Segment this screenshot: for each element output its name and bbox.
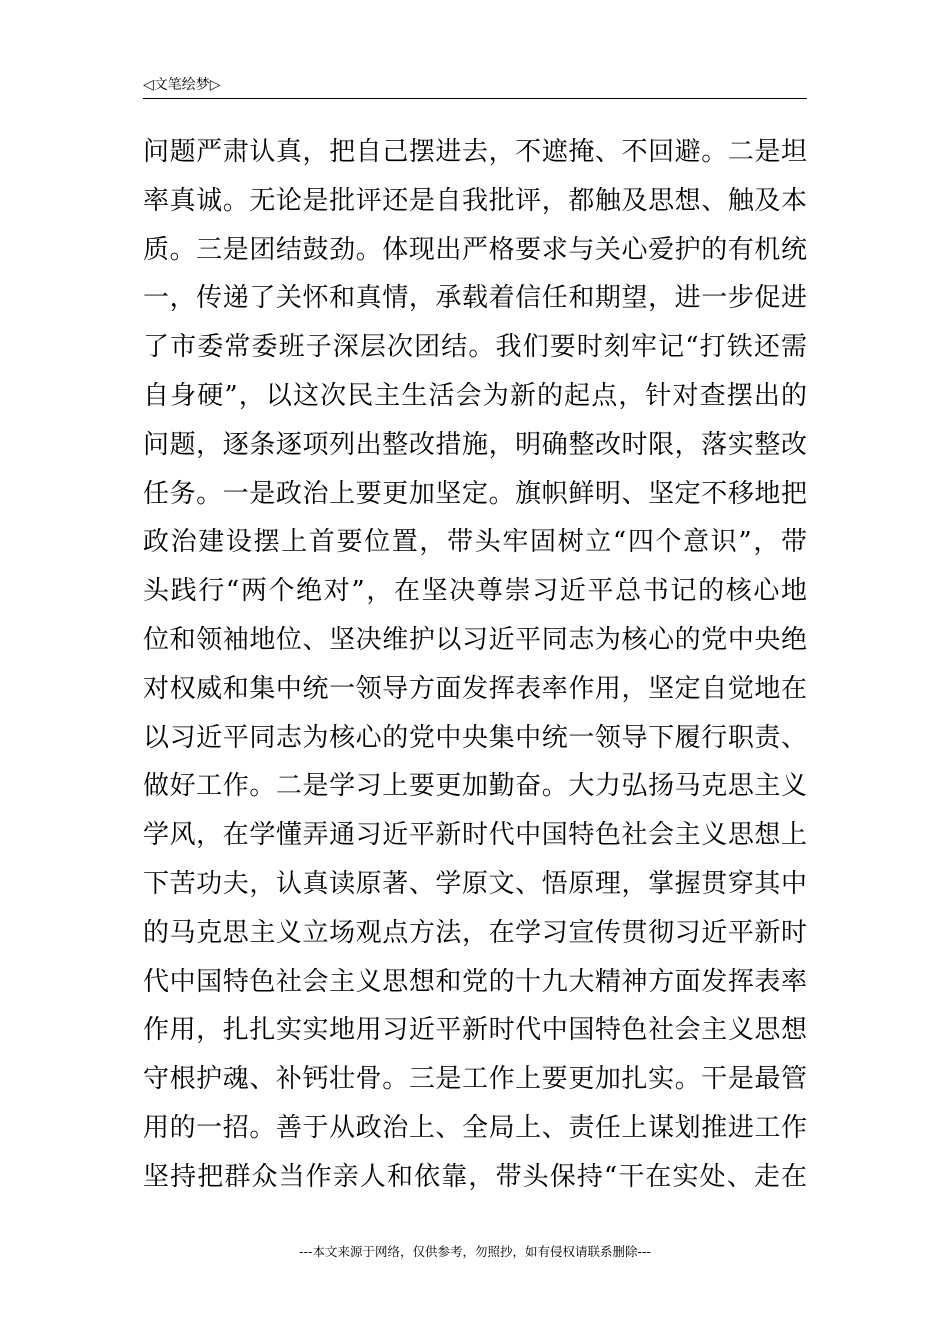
header-title: ◁文笔绘梦▷ [143, 77, 221, 93]
body-line: 质。三是团结鼓劲。体现出严格要求与关心爱护的有机统 [143, 234, 807, 265]
body-line: 代中国特色社会主义思想和党的十九大精神方面发挥表率 [143, 966, 807, 997]
body-line: 守根护魂、补钙壮骨。三是工作上要更加扎实。干是最管 [143, 1064, 807, 1095]
body-line: 任务。一是政治上要更加坚定。旗帜鲜明、坚定不移地把 [143, 478, 807, 509]
body-line: 的马克思主义立场观点方法，在学习宣传贯彻习近平新时 [143, 917, 807, 948]
body-line: 用的一招。善于从政治上、全局上、责任上谋划推进工作 [143, 1112, 807, 1143]
body-line: 一，传递了关怀和真情，承载着信任和期望，进一步促进 [143, 283, 807, 314]
body-line: 做好工作。二是学习上要更加勤奋。大力弘扬马克思主义 [143, 771, 807, 802]
body-line: 自身硬”，以这次民主生活会为新的起点，针对查摆出的 [143, 380, 807, 411]
body-line: 问题严肃认真，把自己摆进去，不遮掩、不回避。二是坦 [143, 137, 807, 167]
body-line: 了市委常委班子深层次团结。我们要时刻牢记“打铁还需 [143, 332, 807, 363]
body-line: 坚持把群众当作亲人和依靠，带头保持“干在实处、走在 [143, 1161, 807, 1192]
body-line: 对权威和集中统一领导方面发挥表率作用，坚定自觉地在 [143, 673, 807, 704]
page-footer: ---本文来源于网络，仅供参考，勿照抄，如有侵权请联系删除--- [298, 1244, 652, 1259]
body-line: 作用，扎扎实实地用习近平新时代中国特色社会主义思想 [143, 1015, 807, 1046]
body-line: 位和领袖地位、坚决维护以习近平同志为核心的党中央绝 [143, 624, 807, 655]
body-line: 以习近平同志为核心的党中央集中统一领导下履行职责、 [143, 722, 807, 753]
body-line: 头践行“两个绝对”，在坚决尊崇习近平总书记的核心地 [143, 576, 807, 607]
body-line: 学风，在学懂弄通习近平新时代中国特色社会主义思想上 [143, 820, 807, 851]
body-text [143, 128, 807, 1202]
page-header [143, 74, 807, 99]
body-line: 问题，逐条逐项列出整改措施，明确整改时限，落实整改 [143, 429, 807, 460]
body-line: 率真诚。无论是批评还是自我批评，都触及思想、触及本 [143, 185, 807, 216]
body-line: 政治建设摆上首要位置，带头牢固树立“四个意识”，带 [143, 527, 807, 558]
body-line: 下苦功夫，认真读原著、学原文、悟原理，掌握贯穿其中 [143, 868, 807, 899]
